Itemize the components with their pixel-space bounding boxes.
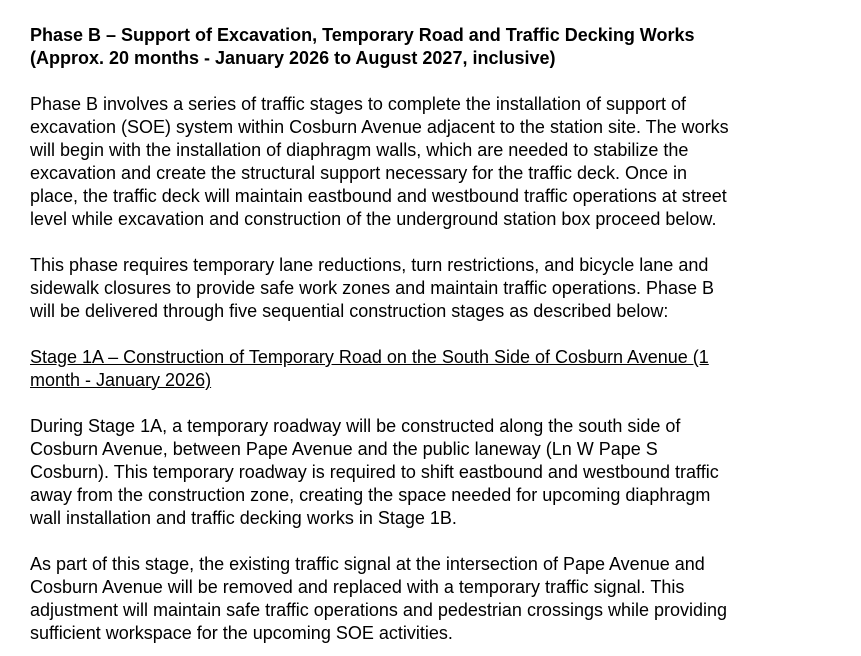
paragraph-gap (30, 530, 830, 553)
paragraph-gap (30, 323, 830, 346)
text-line: place, the traffic deck will maintain eastbound and westbound traffic operations at street (30, 186, 727, 206)
stage-1a-heading (30, 346, 830, 392)
text-line: Phase B involves a series of traffic stages to complete the installation of support of (30, 94, 687, 114)
text-line: will begin with the installation of diaphragm walls, which are needed to stabilize the (30, 140, 689, 160)
text-line: During Stage 1A, a temporary roadway will be constructed along the south side of (30, 416, 681, 436)
text-line: Cosburn Avenue, between Pape Avenue and the public laneway (Ln W Pape S (30, 439, 658, 459)
paragraph-traffic-signal (30, 553, 830, 645)
paragraph-gap (30, 231, 830, 254)
document-body (30, 24, 830, 645)
text-line: excavation (SOE) system within Cosburn Avenue adjacent to the station site. The works (30, 117, 729, 137)
text-line: level while excavation and construction of the underground station box proceed below. (30, 209, 717, 229)
text-line: adjustment will maintain safe traffic operations and pedestrian crossings while providing (30, 600, 728, 620)
paragraph-gap (30, 392, 830, 415)
paragraph-phase-requirements (30, 254, 830, 323)
paragraph-stage-1a (30, 415, 830, 530)
text-line: wall installation and traffic decking works in Stage 1B. (30, 508, 457, 528)
text-line: will be delivered through five sequential construction stages as described below: (30, 301, 669, 321)
paragraph-intro (30, 93, 830, 231)
phase-heading-line: (Approx. 20 months - January 2026 to August 2027, inclusive) (30, 48, 556, 68)
subheading-line: month - January 2026) (30, 370, 212, 390)
phase-heading-line: Phase B – Support of Excavation, Temporary Road and Traffic Decking Works (30, 25, 695, 45)
text-line: excavation and create the structural support necessary for the traffic deck. Once in (30, 163, 688, 183)
text-line: Cosburn). This temporary roadway is required to shift eastbound and westbound traffic (30, 462, 719, 482)
text-line: As part of this stage, the existing traffic signal at the intersection of Pape Avenue and (30, 554, 705, 574)
phase-heading (30, 24, 830, 70)
text-line: This phase requires temporary lane reductions, turn restrictions, and bicycle lane and (30, 255, 709, 275)
paragraph-gap (30, 70, 830, 93)
text-line: away from the construction zone, creating the space needed for upcoming diaphragm (30, 485, 711, 505)
subheading-line: Stage 1A – Construction of Temporary Road on the South Side of Cosburn Avenue (1 (30, 347, 709, 367)
text-line: Cosburn Avenue will be removed and replaced with a temporary traffic signal. This (30, 577, 685, 597)
text-line: sufficient workspace for the upcoming SOE activities. (30, 623, 453, 643)
text-line: sidewalk closures to provide safe work zones and maintain traffic operations. Phase B (30, 278, 715, 298)
